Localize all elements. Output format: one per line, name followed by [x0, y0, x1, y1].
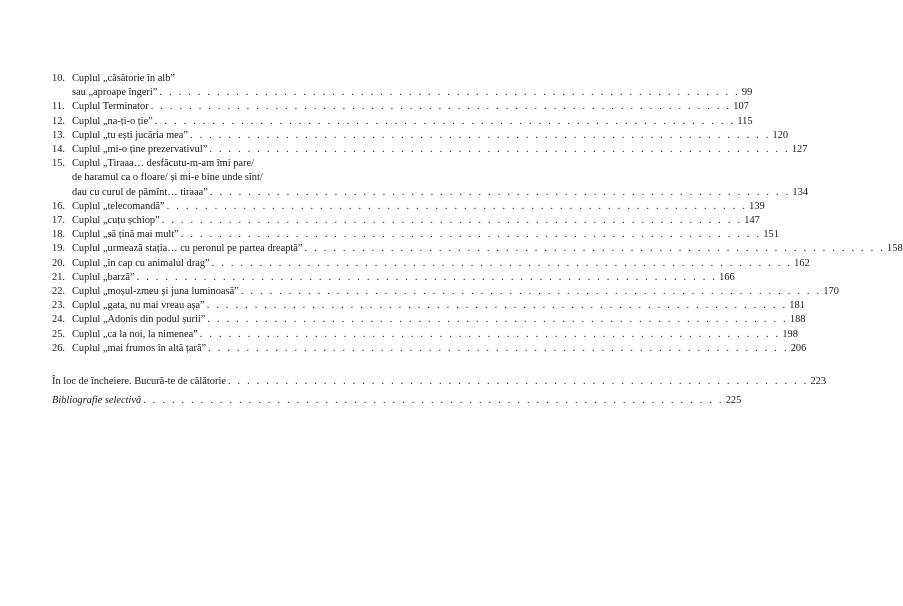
bibliography-title: Bibliografie selectivă: [52, 395, 142, 407]
entry-title: Cuplul „Adonis din podul șurii”: [72, 314, 206, 326]
toc-bibliography-entry: [52, 394, 742, 408]
entry-body: [72, 328, 798, 342]
toc-line: [72, 214, 760, 228]
toc-entry: [52, 299, 805, 313]
entry-body: [72, 299, 805, 313]
entry-number: 24.: [52, 314, 65, 326]
entry-body: [72, 257, 810, 271]
entry-body: [72, 285, 839, 299]
closing-page-number: 223: [810, 376, 827, 388]
toc-line: [72, 242, 903, 256]
entry-page-number: 198: [782, 328, 798, 340]
entry-body: [72, 271, 735, 285]
table-of-contents: [52, 72, 903, 408]
entry-page-number: 166: [719, 271, 735, 283]
entry-number: 22.: [52, 286, 65, 298]
entry-page-number: 147: [744, 215, 760, 227]
toc-line: [72, 143, 808, 157]
dot-leader: . . . . . . . . . . . . . . . . . . . . . . . . . . . . . . . . . . . . . . . . . . . . . . . . . . . . . . . . . . . . .: [206, 300, 788, 312]
toc-entries: [52, 72, 903, 356]
entry-body: [72, 129, 789, 143]
entry-page-number: 120: [772, 129, 789, 141]
toc-entry: [52, 285, 839, 299]
entry-page-number: 188: [789, 314, 806, 326]
dot-leader: . . . . . . . . . . . . . . . . . . . . . . . . . . . . . . . . . . . . . . . . . . . . . . . . . . . . . . . . . . . . .: [136, 271, 718, 283]
entry-page-number: 170: [823, 286, 839, 298]
dot-leader: . . . . . . . . . . . . . . . . . . . . . . . . . . . . . . . . . . . . . . . . . . . . . . . . . . . . . . . . . . . . .: [209, 186, 791, 198]
entry-page-number: 162: [794, 257, 810, 269]
toc-entry: [52, 143, 808, 157]
toc-line: [72, 200, 765, 214]
entry-body: [72, 313, 806, 327]
entry-number: 13.: [52, 129, 65, 141]
toc-entry: [52, 100, 749, 114]
entry-page-number: 139: [749, 200, 765, 212]
entry-number: 18.: [52, 229, 65, 241]
entry-page-number: 107: [733, 101, 749, 113]
dot-leader: . . . . . . . . . . . . . . . . . . . . . . . . . . . . . . . . . . . . . . . . . . . . . . . . . . . . . . . . . . . . .: [161, 215, 743, 227]
toc-line: [72, 285, 839, 299]
toc-line: [72, 186, 809, 200]
toc-entry: [52, 214, 760, 228]
toc-line: [72, 257, 810, 271]
toc-entry: [52, 328, 798, 342]
entry-number: 12.: [52, 115, 65, 127]
entry-body: [72, 228, 779, 242]
dot-leader: . . . . . . . . . . . . . . . . . . . . . . . . . . . . . . . . . . . . . . . . . . . . . . . . . . . . . . . . . . . . .: [208, 342, 789, 354]
dot-leader: . . . . . . . . . . . . . . . . . . . . . . . . . . . . . . . . . . . . . . . . . . . . . . . . . . . . . . . . . . . . .: [150, 101, 732, 113]
entry-title: Cuplul „telecomandă”: [72, 200, 165, 212]
entry-body: [72, 115, 753, 129]
toc-line: [72, 299, 805, 313]
toc-line: [72, 115, 753, 129]
closing-title: În loc de încheiere. Bucură-te de călătorie: [52, 376, 226, 388]
entry-title: Cuplul „na-ți-o ție”: [72, 115, 153, 127]
toc-entry: [52, 157, 809, 200]
toc-entry: [52, 129, 789, 143]
entry-title: Cuplul „să țină mai mult”: [72, 229, 179, 241]
dot-leader: . . . . . . . . . . . . . . . . . . . . . . . . . . . . . . . . . . . . . . . . . . . . . . . . . . . . . . . . . . . . .: [211, 257, 793, 269]
entry-number: 15.: [52, 158, 65, 170]
entry-number: 11.: [52, 101, 65, 113]
toc-entry: [52, 228, 779, 242]
section-gap: [52, 356, 350, 375]
entry-title: Cuplul „căsătorie în alb”: [72, 73, 176, 84]
entry-body: [72, 100, 749, 114]
entry-title: Cuplul „urmează stația… cu peronul pe partea dreaptă”: [72, 243, 303, 255]
entry-body: [72, 342, 807, 356]
dot-leader: . . . . . . . . . . . . . . . . . . . . . . . . . . . . . . . . . . . . . . . . . . . . . . . . . . . . . . . . . . . . .: [240, 286, 822, 298]
toc-line: [72, 129, 789, 143]
entry-body: [72, 242, 903, 256]
entry-title: Cuplul „moșul-zmeu și juna luminoasă”: [72, 286, 239, 298]
entry-number: 19.: [52, 243, 65, 255]
entry-page-number: 115: [737, 115, 753, 127]
toc-line: [72, 342, 807, 356]
entry-title: sau „aproape îngeri”: [72, 87, 158, 99]
bibliography-page-number: 225: [725, 395, 742, 407]
dot-leader: . . . . . . . . . . . . . . . . . . . . . . . . . . . . . . . . . . . . . . . . . . . . . . . . . . . . . . . . . . . . .: [143, 395, 724, 407]
entry-number: 23.: [52, 300, 65, 312]
entry-title: de haramul ca o floare/ și mi-e bine unde sînt/: [72, 172, 263, 184]
entry-title: Cuplul „gata, nu mai vreau așa”: [72, 300, 205, 312]
toc-line: [72, 100, 749, 114]
entry-page-number: 181: [789, 300, 805, 312]
entry-title: Cuplul Terminator: [72, 101, 149, 113]
entry-title: Cuplul „barză”: [72, 271, 135, 283]
dot-leader: . . . . . . . . . . . . . . . . . . . . . . . . . . . . . . . . . . . . . . . . . . . . . . . . . . . . . . . . . . . . .: [199, 328, 781, 340]
entry-title: Cuplul „mi-o ține prezervativul”: [72, 144, 208, 156]
entry-body: [72, 143, 808, 157]
dot-leader: . . . . . . . . . . . . . . . . . . . . . . . . . . . . . . . . . . . . . . . . . . . . . . . . . . . . . . . . . . . . .: [166, 200, 748, 212]
entry-number: 10.: [52, 73, 65, 84]
entry-number: 20.: [52, 257, 65, 269]
toc-entry: [52, 257, 810, 271]
toc-line: [72, 313, 806, 327]
toc-entry: [52, 242, 903, 256]
dot-leader: . . . . . . . . . . . . . . . . . . . . . . . . . . . . . . . . . . . . . . . . . . . . . . . . . . . . . . . . . . . . .: [190, 129, 771, 141]
dot-leader: . . . . . . . . . . . . . . . . . . . . . . . . . . . . . . . . . . . . . . . . . . . . . . . . . . . . . . . . . . . . .: [304, 243, 886, 255]
toc-entry: [52, 200, 765, 214]
entry-page-number: 151: [763, 229, 779, 241]
entry-title: Cuplul „Tiraaa… desfăcutu-m-am îmi pare/: [72, 158, 254, 170]
entry-number: 26.: [52, 342, 65, 354]
entry-number: 17.: [52, 215, 65, 227]
entry-page-number: 206: [790, 342, 807, 354]
entry-page-number: 134: [792, 186, 809, 198]
toc-line: [72, 157, 350, 171]
entry-title: dau cu curul de pămînt… tiraaa”: [72, 186, 208, 198]
toc-entry: [52, 271, 735, 285]
entry-body: [72, 157, 809, 200]
entry-title: Cuplul „mai frumos în altă țară”: [72, 342, 207, 354]
toc-entry: [52, 342, 807, 356]
dot-leader: . . . . . . . . . . . . . . . . . . . . . . . . . . . . . . . . . . . . . . . . . . . . . . . . . . . . . . . . . . . . .: [154, 115, 736, 127]
toc-closing-entry: [52, 375, 827, 389]
dot-leader: . . . . . . . . . . . . . . . . . . . . . . . . . . . . . . . . . . . . . . . . . . . . . . . . . . . . . . . . . . . . .: [207, 314, 788, 326]
toc-line: [72, 328, 798, 342]
toc-line: [72, 271, 735, 285]
entry-title: Cuplul „ca la noi, la nimenea”: [72, 328, 198, 340]
toc-entry: [52, 115, 753, 129]
toc-entry: [52, 313, 806, 327]
dot-leader: . . . . . . . . . . . . . . . . . . . . . . . . . . . . . . . . . . . . . . . . . . . . . . . . . . . . . . . . . . . . .: [227, 376, 809, 388]
toc-line: [52, 394, 742, 408]
dot-leader: . . . . . . . . . . . . . . . . . . . . . . . . . . . . . . . . . . . . . . . . . . . . . . . . . . . . . . . . . . . . .: [209, 144, 790, 156]
toc-line: [72, 171, 350, 185]
toc-entry: [52, 72, 753, 100]
dot-leader: . . . . . . . . . . . . . . . . . . . . . . . . . . . . . . . . . . . . . . . . . . . . . . . . . . . . . . . . . . . . .: [180, 229, 762, 241]
entry-page-number: 99: [741, 87, 753, 99]
entry-page-number: 158: [887, 243, 903, 255]
toc-line: [72, 72, 350, 86]
toc-line: [52, 375, 827, 389]
entry-body: [72, 214, 760, 228]
entry-title: Cuplul „tu ești jucăria mea”: [72, 129, 188, 141]
entry-title: Cuplul „în cap cu animalul drag”: [72, 257, 210, 269]
entry-number: 25.: [52, 328, 65, 340]
toc-line: [72, 228, 779, 242]
toc-line: [72, 86, 753, 100]
dot-leader: . . . . . . . . . . . . . . . . . . . . . . . . . . . . . . . . . . . . . . . . . . . . . . . . . . . . . . . . . . . . .: [159, 87, 740, 99]
entry-number: 21.: [52, 271, 65, 283]
entry-page-number: 127: [791, 144, 808, 156]
entry-body: [72, 72, 753, 100]
entry-number: 16.: [52, 200, 65, 212]
entry-title: Cuplul „cuțu șchiop”: [72, 215, 160, 227]
entry-number: 14.: [52, 144, 65, 156]
entry-body: [72, 200, 765, 214]
